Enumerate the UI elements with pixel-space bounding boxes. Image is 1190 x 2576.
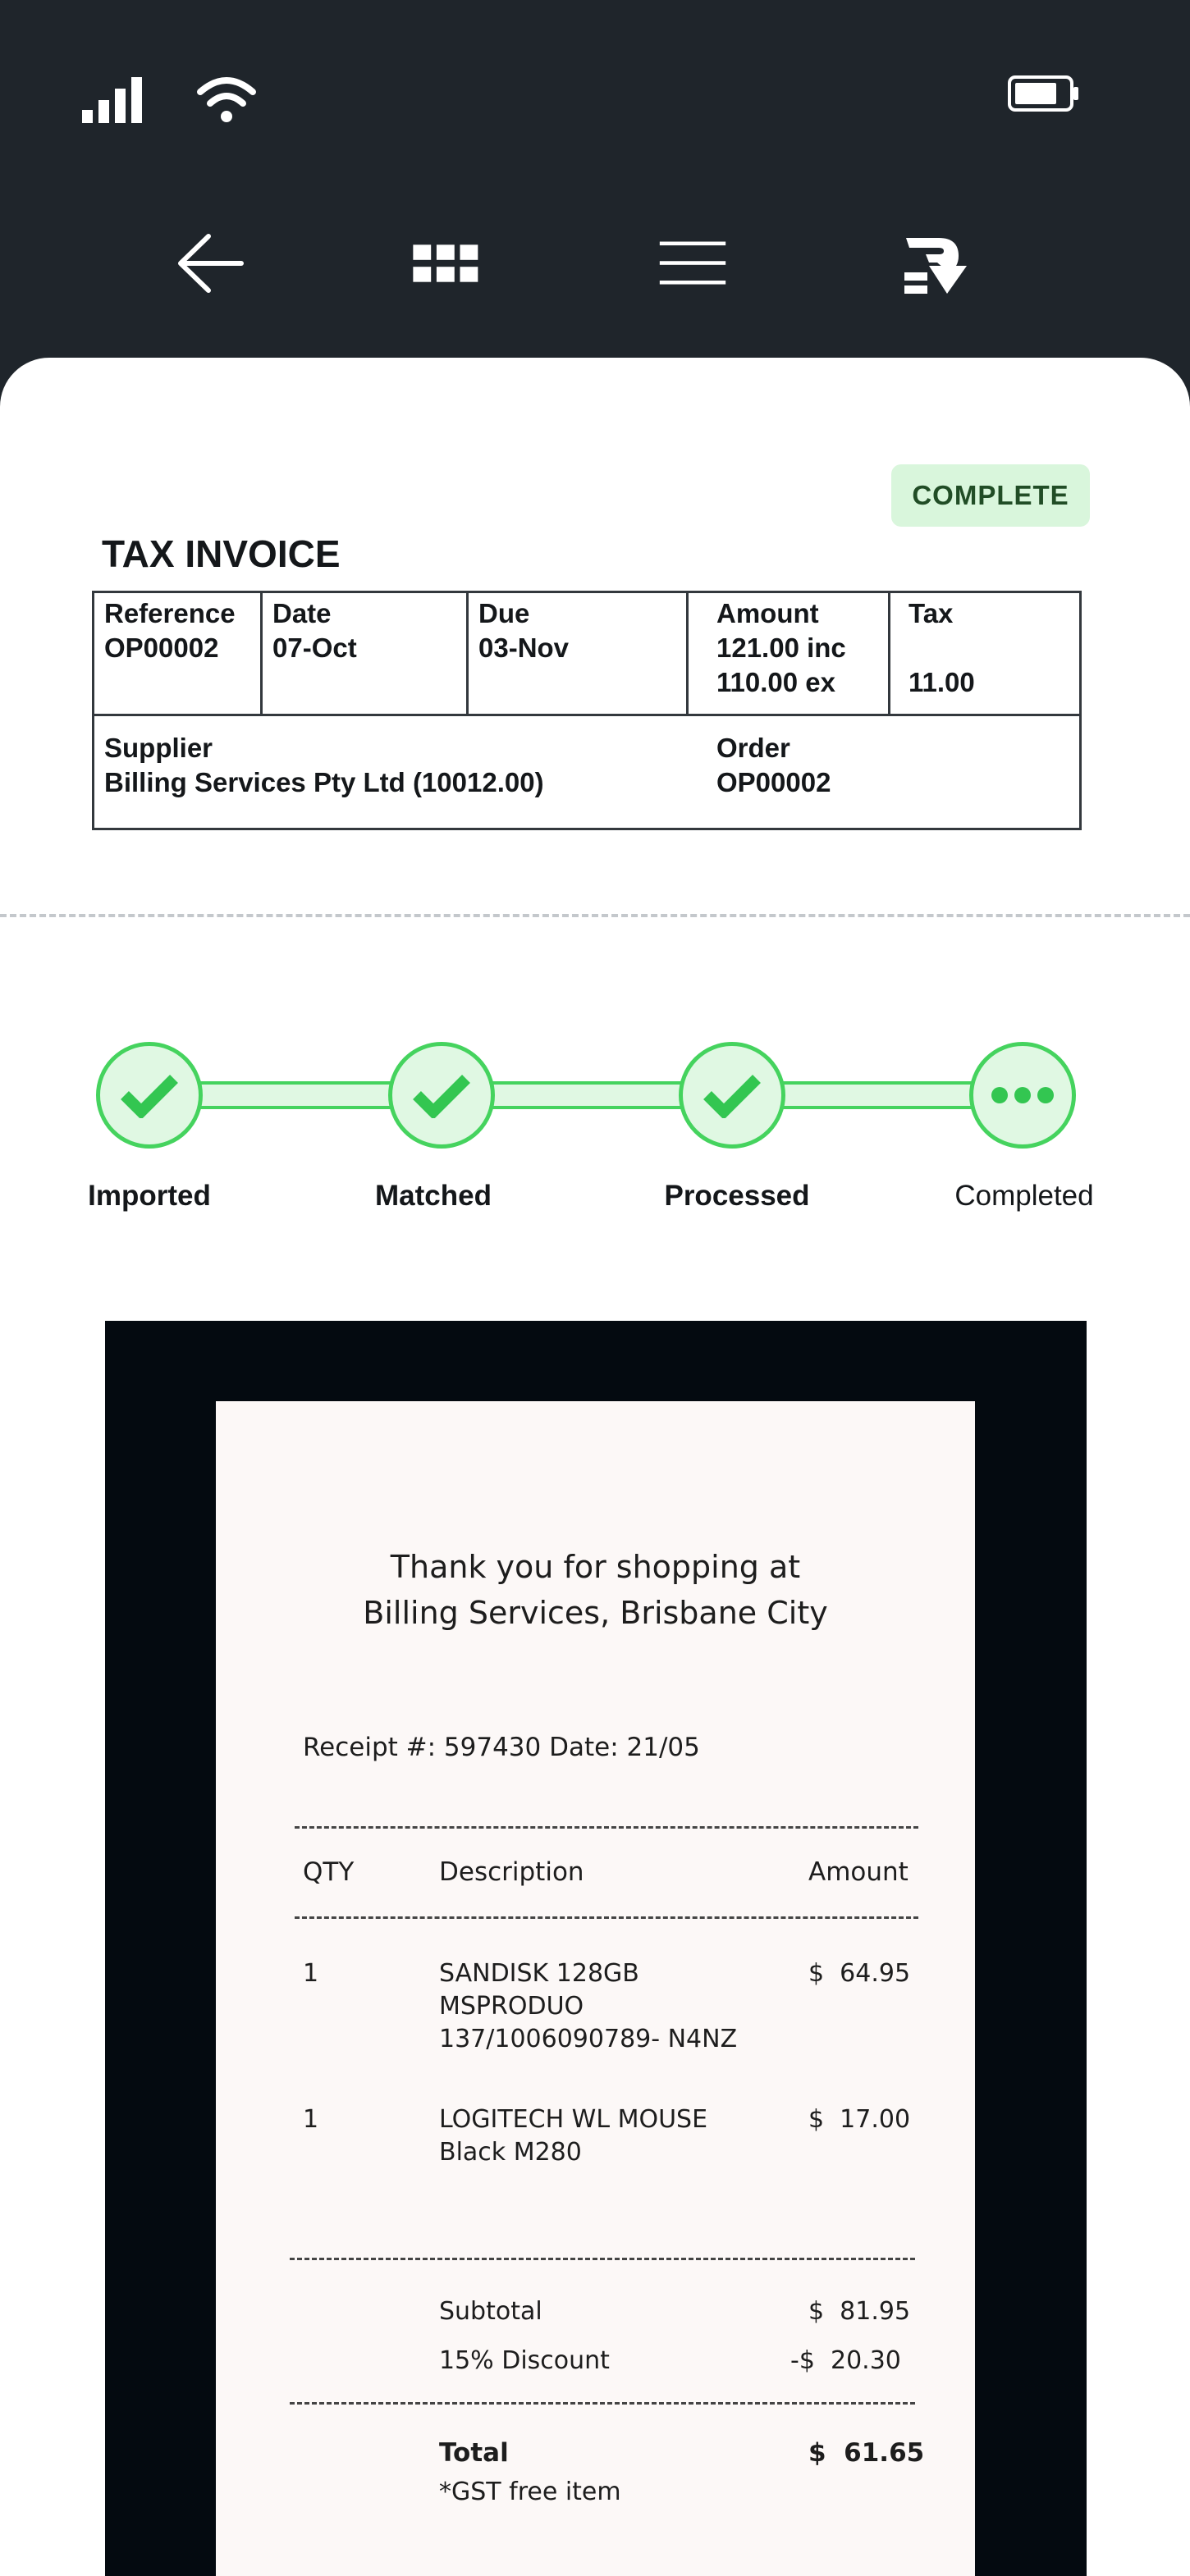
invoice-summary-table <box>92 591 1082 830</box>
receipt-item-qty: 1 <box>303 1959 319 1988</box>
supplier-label: Supplier <box>104 733 213 763</box>
receipt-col-description: Description <box>439 1857 584 1887</box>
receipt-header <box>216 1544 975 1636</box>
receipt-subtotal-label: Subtotal <box>439 2297 542 2326</box>
invoice-row-secondary <box>94 716 1079 830</box>
receipt-item-description <box>439 2103 707 2169</box>
arrow-left-icon[interactable] <box>176 230 245 297</box>
grid-icon[interactable] <box>410 230 479 297</box>
brand-logo-icon[interactable] <box>901 230 970 297</box>
receipt-dashed-rule <box>295 1826 918 1829</box>
receipt-item-desc-line: 137/1006090789- N4NZ <box>439 2025 738 2053</box>
wifi-icon <box>197 74 256 125</box>
progress-track <box>149 1081 1023 1109</box>
supplier-cell <box>94 716 702 830</box>
receipt-col-amount: Amount <box>808 1857 909 1887</box>
date-label: Date <box>272 598 332 628</box>
receipt-item-desc-line: SANDISK 128GB <box>439 1959 639 1988</box>
receipt-meta: Receipt #: 597430 Date: 21/05 <box>303 1733 700 1762</box>
hamburger-menu-icon[interactable] <box>658 230 727 297</box>
section-divider <box>0 914 1190 917</box>
receipt-total-label: Total <box>439 2438 509 2468</box>
order-value: OP00002 <box>716 767 831 797</box>
tax-label: Tax <box>909 598 954 628</box>
amount-inc-value: 121.00 inc <box>716 633 846 663</box>
check-icon <box>412 1072 471 1118</box>
receipt-item-amount: $ 64.95 <box>808 1959 911 1988</box>
step-label-imported: Imported <box>88 1180 211 1212</box>
top-bar <box>0 0 1190 361</box>
receipt-dashed-rule <box>295 1916 918 1919</box>
receipt-item-desc-line: MSPRODUO <box>439 1992 584 2021</box>
page-title: TAX INVOICE <box>102 532 341 575</box>
step-completed-indicator <box>969 1042 1076 1149</box>
order-cell <box>702 716 1079 830</box>
step-label-matched: Matched <box>375 1180 492 1212</box>
receipt-header-line1: Thank you for shopping at <box>390 1549 801 1585</box>
receipt-item-description <box>439 1957 737 2056</box>
receipt-dashed-rule <box>290 2258 915 2260</box>
date-cell <box>263 593 469 714</box>
invoice-row-primary <box>94 593 1079 716</box>
receipt-image <box>216 1401 975 2576</box>
receipt-footnote: *GST free item <box>439 2478 621 2506</box>
step-processed-indicator <box>679 1042 785 1149</box>
due-value: 03-Nov <box>478 633 570 663</box>
date-value: 07-Oct <box>272 633 357 663</box>
step-label-completed: Completed <box>954 1180 1094 1212</box>
battery-icon <box>1008 75 1080 112</box>
reference-value: OP00002 <box>104 633 219 663</box>
check-icon <box>120 1072 179 1118</box>
receipt-total-value: $ 61.65 <box>808 2438 925 2468</box>
signal-bars-icon <box>82 77 143 123</box>
supplier-value: Billing Services Pty Ltd (10012.00) <box>104 767 544 797</box>
reference-cell <box>94 593 263 714</box>
receipt-item-desc-line: Black M280 <box>439 2138 582 2167</box>
receipt-discount-value: -$ 20.30 <box>790 2346 901 2375</box>
receipt-subtotal-value: $ 81.95 <box>808 2297 911 2326</box>
receipt-item-amount: $ 17.00 <box>808 2105 911 2134</box>
tax-value: 11.00 <box>909 667 975 697</box>
receipt-item-desc-line: LOGITECH WL MOUSE <box>439 2105 708 2134</box>
receipt-col-qty: QTY <box>303 1857 355 1887</box>
more-dots-icon <box>988 1085 1057 1105</box>
amount-ex-value: 110.00 ex <box>716 667 835 697</box>
step-imported-indicator <box>96 1042 203 1149</box>
receipt-header-line2: Billing Services, Brisbane City <box>363 1595 828 1631</box>
receipt-dashed-rule <box>290 2402 915 2405</box>
check-icon <box>703 1072 762 1118</box>
tax-cell <box>890 593 1082 714</box>
amount-cell <box>689 593 890 714</box>
step-label-processed: Processed <box>664 1180 810 1212</box>
amount-label: Amount <box>716 598 819 628</box>
order-label: Order <box>716 733 790 763</box>
reference-label: Reference <box>104 598 236 628</box>
receipt-item-qty: 1 <box>303 2105 319 2134</box>
step-matched-indicator <box>388 1042 495 1149</box>
due-cell <box>469 593 689 714</box>
due-label: Due <box>478 598 530 628</box>
status-badge: COMPLETE <box>891 464 1090 527</box>
receipt-discount-label: 15% Discount <box>439 2346 610 2375</box>
